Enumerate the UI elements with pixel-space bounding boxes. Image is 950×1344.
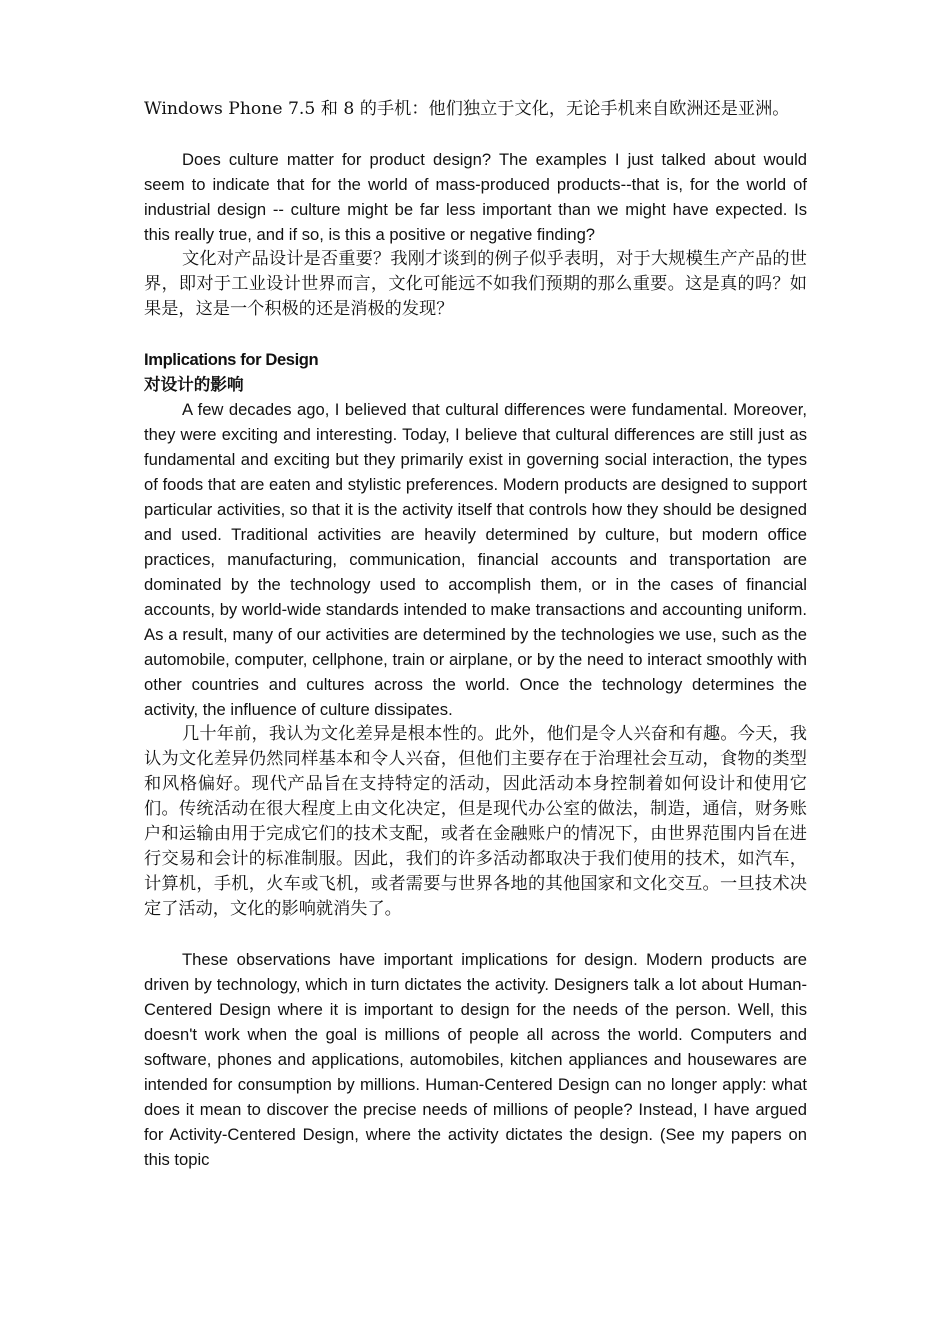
spacer	[144, 322, 807, 347]
paragraph-culture-question-zh: 文化对产品设计是否重要？我刚才谈到的例子似乎表明，对于大规模生产产品的世界，即对于工业设计世界而言，文化可能远不如我们预期的那么重要。这是真的吗？如果是，这是一个积极的还是消极的发现？	[144, 249, 807, 319]
section-heading-en: Implications for Design	[144, 350, 319, 369]
paragraph-cultural-differences-en: A few decades ago, I believed that cultural differences were fundamental. Moreover, they were exciting and interesting. Today, I believe that cultural differences are still just as fundamental and exciting but they primarily exist in governing social interaction, the types of foods that are eaten and stylistic preferences. Modern products are designed to support particular activities, so that it is the activity itself that controls how they should be designed and used. Traditional activities are heavily determined by culture, but modern office practices, manufacturing, communication, financial accounts and transportation are dominated by the technology used to accomplish them, or in the cases of financial accounts, by world-wide standards intended to make transactions and accounting uniform. As a result, many of our activities are determined by the technologies we use, such as the automobile, computer, cellphone, train or airplane, or by the need to interact smoothly with other countries and cultures across the world. Once the technology determines the activity, the influence of culture dissipates.	[144, 400, 807, 719]
intro-line-zh: Windows Phone 7.5 和 8 的手机：他们独立于文化，无论手机来自欧洲还是亚洲。	[144, 99, 790, 119]
paragraph-implications-en: These observations have important implications for design. Modern products are driven by technology, which in turn dictates the activity. Designers talk a lot about Human-Centered Design where it is important to design for the needs of the person. Well, this doesn't work when the goal is millions of people all across the world. Computers and software, phones and applications, automobiles, kitchen appliances and housewares are intended for consumption by millions. Human-Centered Design can no longer apply: what does it mean to discover the precise needs of millions of people? Instead, I have argued for Activity-Centered Design, where the activity dictates the design. (See my papers on this topic	[144, 950, 807, 1169]
paragraph-cultural-differences-zh: 几十年前，我认为文化差异是根本性的。此外，他们是令人兴奋和有趣。今天，我认为文化差异仍然同样基本和令人兴奋，但他们主要存在于治理社会互动，食物的类型和风格偏好。现代产品旨在支持特定的活动，因此活动本身控制着如何设计和使用它们。传统活动在很大程度上由文化决定，但是现代办公室的做法，制造，通信，财务账户和运输由用于完成它们的技术支配，或者在金融账户的情况下，由世界范围内旨在进行交易和会计的标准制服。因此，我们的许多活动都取决于我们使用的技术，如汽车，计算机，手机，火车或飞机，或者需要与世界各地的其他国家和文化交互。一旦技术决定了活动，文化的影响就消失了。	[144, 724, 807, 919]
section-heading-zh: 对设计的影响	[144, 375, 244, 394]
spacer	[144, 922, 807, 947]
spacer	[144, 122, 807, 147]
paragraph-culture-question-en: Does culture matter for product design? The examples I just talked about would seem to indicate that for the world of mass-produced products--that is, for the world of industrial design -- culture might be far less important than we might have expected. Is this really true, and if so, is this a positive or negative finding?	[144, 150, 807, 244]
